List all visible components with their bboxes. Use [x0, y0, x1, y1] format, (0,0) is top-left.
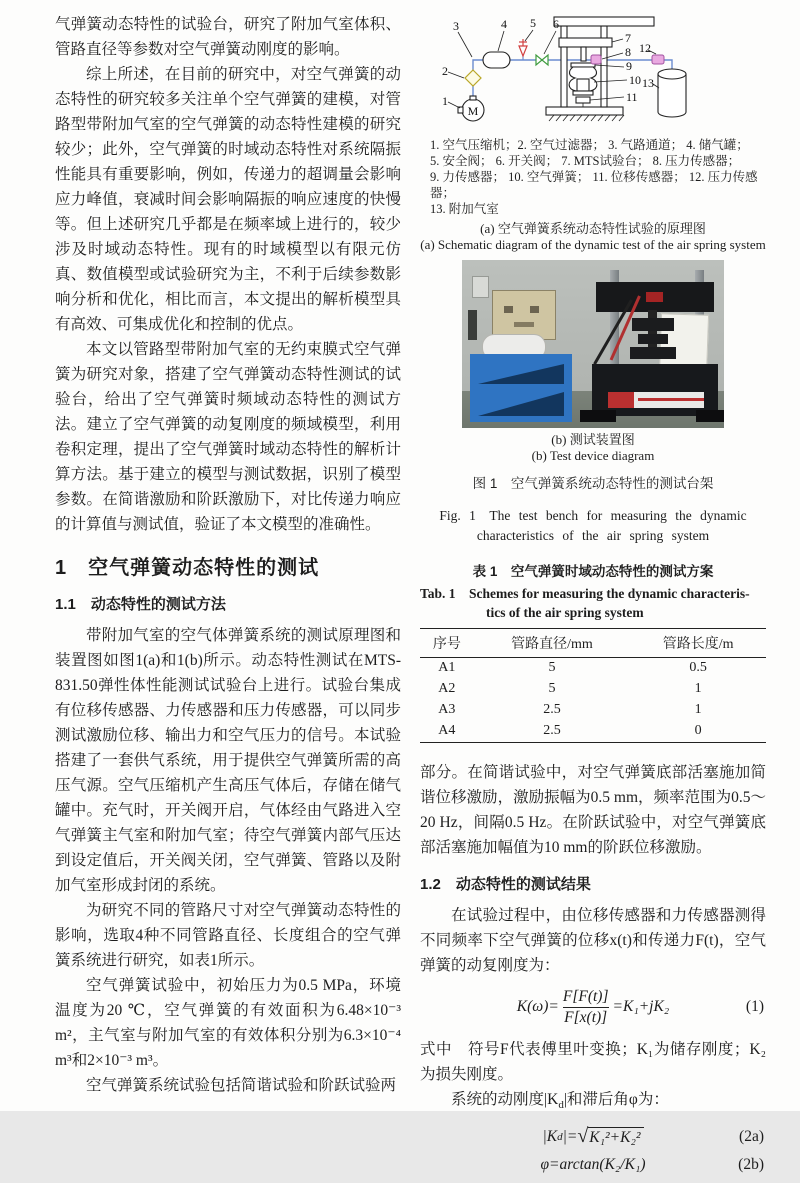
measurement-paragraph: 在试验过程中，由位移传感器和力传感器测得不同频率下空气弹簧的位移x(t)和传递力F(t)，空气弹簧的动复刚度为：	[420, 906, 766, 974]
photo-machine-foot	[580, 410, 616, 422]
table-cell: A1	[438, 660, 456, 675]
diagram-label: 6	[553, 17, 559, 31]
eq2a-radicand: K₁²+K₂²	[588, 1127, 643, 1147]
auxiliary-chamber-symbol	[658, 69, 686, 117]
test-condition-paragraph: 空气弹簧试验中，初始压力为0.5 MPa，环境温度为20 ℃，空气弹簧的有效面积为6.48×10⁻³ m²，主气室与附加气室的有效体积分别为6.3×10⁻⁴ m³和2×10⁻³ m³。	[55, 977, 401, 1069]
figure-1-caption-zh: 图 1 空气弹簧系统动态特性的测试台架	[472, 476, 714, 491]
intro-paragraph-continued: 气弹簧动态特性的试验台，研究了附加气室体积、管路直径等参数对空气弹簧动刚度的影响。	[55, 16, 401, 58]
table-row	[420, 679, 766, 700]
test-method-paragraph: 带附加气室的空气体弹簧系统的测试原理图和装置图如图1(a)和1(b)所示。动态特性测试在MTS-831.50弹性体性能测试试验台上进行。试验台集成有位移传感器、力传感器和压力传感器，可以同步测试激励位移、输出力和空气压力的信号。本试验搭建了一套供气系统，用于提供空气弹簧所需的高压气源。空气压缩机产生高压气体后，存储在储气罐中。充气时，开关阀开启，气体经由气路进入空气弹簧主气室和附加气室；待空气弹簧内部气压达到设定值后，开关阀关闭，空气弹簧、管路以及附加气室形成封闭的系统。	[55, 627, 401, 894]
eq1-rhs: =K₁+jK₂	[612, 998, 670, 1015]
figure-1-caption-en-line1: Fig. 1 The test bench for measuring the dynamic	[439, 507, 747, 523]
air-filter-symbol	[465, 70, 481, 86]
photo-fixture-middle	[638, 334, 668, 344]
figure-1a-legend	[430, 137, 766, 217]
photo-control-box	[492, 290, 556, 340]
legend-line: 5. 安全阀； 6. 开关阀； 7. MTS试验台； 8. 压力传感器；	[430, 154, 741, 168]
table-cell: 0.5	[689, 660, 707, 675]
eq2a-sub: d	[557, 1130, 563, 1143]
table-row	[420, 700, 766, 721]
table-cell: 5	[548, 660, 556, 675]
diagram-label: 8	[625, 45, 631, 59]
eq2a-mid: |=	[562, 1127, 578, 1145]
eq2b-body: φ=arctan(K₂/K₁)	[540, 1155, 646, 1173]
safety-valve-symbol	[519, 39, 527, 60]
diagram-label: 12	[639, 41, 651, 55]
eq1-number: (1)	[745, 998, 764, 1015]
air-spring-symbol	[569, 63, 597, 107]
table-cell: A2	[438, 681, 456, 696]
kd-pre: 系统的动刚度|K	[451, 1090, 559, 1108]
svg-text:M: M	[467, 104, 479, 118]
diagram-label: 2	[442, 64, 448, 78]
equation-2a	[420, 1124, 766, 1147]
photo-base-label-red	[608, 392, 634, 408]
table-header-cell: 序号	[420, 628, 474, 657]
pressure-sensor-12-symbol	[652, 55, 664, 64]
kd-post: |和滞后角φ为：	[563, 1090, 669, 1108]
photo-box-detail	[504, 306, 513, 313]
photo-specimen-rod	[648, 310, 657, 352]
figure-1-caption-en-line2: characteristics of the air spring system	[476, 527, 710, 543]
table-cell: 5	[548, 681, 556, 696]
table-header-row	[420, 628, 766, 657]
eq2a-number: (2a)	[739, 1127, 764, 1145]
diagram-label: 9	[626, 59, 632, 73]
table-cell: A4	[438, 723, 456, 738]
compressor-symbol	[458, 96, 484, 121]
equation-2b	[420, 1156, 766, 1174]
diagram-label: 1	[442, 94, 448, 108]
photo-fixture-upper	[632, 318, 674, 331]
table-cell: 1	[694, 681, 702, 696]
symbol-definition-paragraph: 式中 符号F代表傅里叶变换；K₁为储存刚度；K₂为损失刚度。	[420, 1040, 766, 1083]
pressure-sensor-8-symbol	[591, 55, 601, 64]
eq2b-number: (2b)	[738, 1155, 764, 1173]
section-1-2-heading: 1.2 动态特性的测试结果	[420, 875, 591, 893]
photo-box-detail	[530, 306, 539, 313]
legend-line: 9. 力传感器； 10. 空气弹簧； 11. 位移传感器； 12. 压力传感器；	[430, 170, 758, 200]
table-cell: 2.5	[543, 702, 561, 717]
photo-box-detail	[514, 322, 534, 327]
table-1-title-en-line2: tics of the air spring system	[486, 604, 644, 620]
summary-paragraph: 综上所述，在目前的研究中，对空气弹簧的动态特性的研究较多关注单个空气弹簧的建模，对管路型带附加气室的空气弹簧的动态特性建模的研究较少；此外，空气弹簧的时域动态特性对系统隔振性能具有重要影响，例如，传递力的超调量会影响应力峰值，衰减时间会影响隔振的响应速度的快慢等。但上述研究几乎都是在频率域上进行的，较少涉及时域动态特性。现有的时域模型以有限元仿真、数值模型或试验研究为主，不利于后续参数影响分析和优化，相比而言，本文提出的解析模型具有高效、可集成优化和控制的优点。	[55, 66, 401, 333]
table-header-cell: 管路长度/m	[630, 628, 766, 657]
dynamic-stiffness-paragraph	[420, 1087, 766, 1118]
right-column	[420, 8, 766, 1183]
excitation-paragraph: 部分。在简谐试验中，对空气弹簧底部活塞施加简谐位移激励，激励振幅为0.5 mm，频率范围为0.5～20 Hz，间隔0.5 Hz。在阶跃试验中，对空气弹簧底部活塞施加幅值为10 mm的阶跃位移激励。	[420, 763, 766, 856]
table-1-title-zh: 表 1 空气弹簧时域动态特性的测试方案	[472, 563, 714, 579]
eq2a-pre: |K	[542, 1127, 558, 1145]
diagram-label: 4	[501, 17, 507, 31]
eq2a-sqrt	[577, 1124, 643, 1147]
section-1-heading: 1 空气弹簧动态特性的测试	[55, 557, 320, 579]
displacement-sensor-symbol	[576, 97, 590, 103]
switch-valve-symbol	[536, 55, 548, 65]
table-1-title-en-line1: Tab. 1 Schemes for measuring the dynamic characteris-	[420, 585, 750, 601]
table-row	[420, 721, 766, 743]
photo-wall-outlet	[472, 276, 489, 298]
caption-a-en: (a) Schematic diagram of the dynamic test of the air spring system	[420, 237, 766, 252]
pipe-size-paragraph: 为研究不同的管路尺寸对空气弹簧动态特性的影响，选取4种不同管路直径、长度组合的空气弹簧系统进行研究，如表1所示。	[55, 902, 401, 969]
figure-1a-schematic-diagram	[420, 8, 766, 134]
legend-line: 1. 空气压缩机；2. 空气过滤器； 3. 气路通道； 4. 储气罐；	[430, 138, 749, 152]
photo-machine-base-unit	[592, 364, 718, 416]
diagram-label: 5	[530, 16, 536, 30]
caption-b-en: (b) Test device diagram	[531, 448, 655, 463]
storage-tank-symbol	[483, 52, 510, 68]
photo-machine-logo	[646, 292, 663, 302]
eq1-denominator: F[x(t)]	[564, 1008, 608, 1026]
diagram-label: 11	[626, 90, 638, 104]
table-1-title-en	[420, 584, 766, 622]
table-header-cell: 管路直径/mm	[474, 628, 631, 657]
equation-1	[420, 987, 766, 1028]
eq1-fraction	[563, 987, 609, 1028]
section-1-1-heading: 1.1 动态特性的测试方法	[55, 596, 226, 613]
table-cell: 2.5	[543, 723, 561, 738]
radical-sign: √	[577, 1124, 589, 1147]
diagram-label: 3	[453, 19, 459, 33]
photo-machine-foot	[696, 410, 724, 422]
eq1-lhs: K(ω)=	[516, 998, 559, 1015]
diagram-label: 13	[642, 76, 654, 90]
table-cell: 0	[694, 723, 702, 738]
photo-wall-fixture	[468, 310, 477, 340]
diagram-label: 7	[625, 31, 631, 45]
test-device-photo	[462, 260, 724, 428]
photo-fixture-lower	[630, 347, 676, 359]
legend-line: 13. 附加气室	[430, 202, 499, 216]
diagram-label: 10	[629, 73, 641, 87]
caption-b-zh: (b) 测试装置图	[551, 432, 635, 447]
figure-1-caption-en	[420, 506, 766, 546]
contribution-paragraph: 本文以管路型带附加气室的无约束膜式空气弹簧为研究对象，搭建了空气弹簧动态特性测试的试验台，给出了空气弹簧时频域动态特性的测试方法。建立了空气弹簧的动复刚度的频域模型，利用卷积定理，提出了空气弹簧时域动态特性的解析计算方法。基于建立的模型与测试数据，识别了模型参数。在简谐激励和阶跃激励下，对比传递力响应的计算值与测试值，验证了本文模型的准确性。	[55, 341, 401, 533]
test-types-paragraph: 空气弹簧系统试验包括简谐试验和阶跃试验两	[86, 1077, 397, 1094]
photo-base-label-line	[638, 398, 704, 401]
eq1-numerator: F[F(t)]	[562, 987, 609, 1005]
table-1	[420, 628, 766, 743]
table-cell: 1	[694, 702, 702, 717]
ground-hatching	[549, 115, 624, 121]
left-column	[55, 12, 401, 1098]
mts-frame-symbol	[546, 17, 654, 121]
table-cell: A3	[438, 702, 456, 717]
table-row	[420, 657, 766, 679]
kd-sub: d	[558, 1098, 564, 1111]
caption-a-zh: (a) 空气弹簧系统动态特性试验的原理图	[480, 221, 706, 236]
